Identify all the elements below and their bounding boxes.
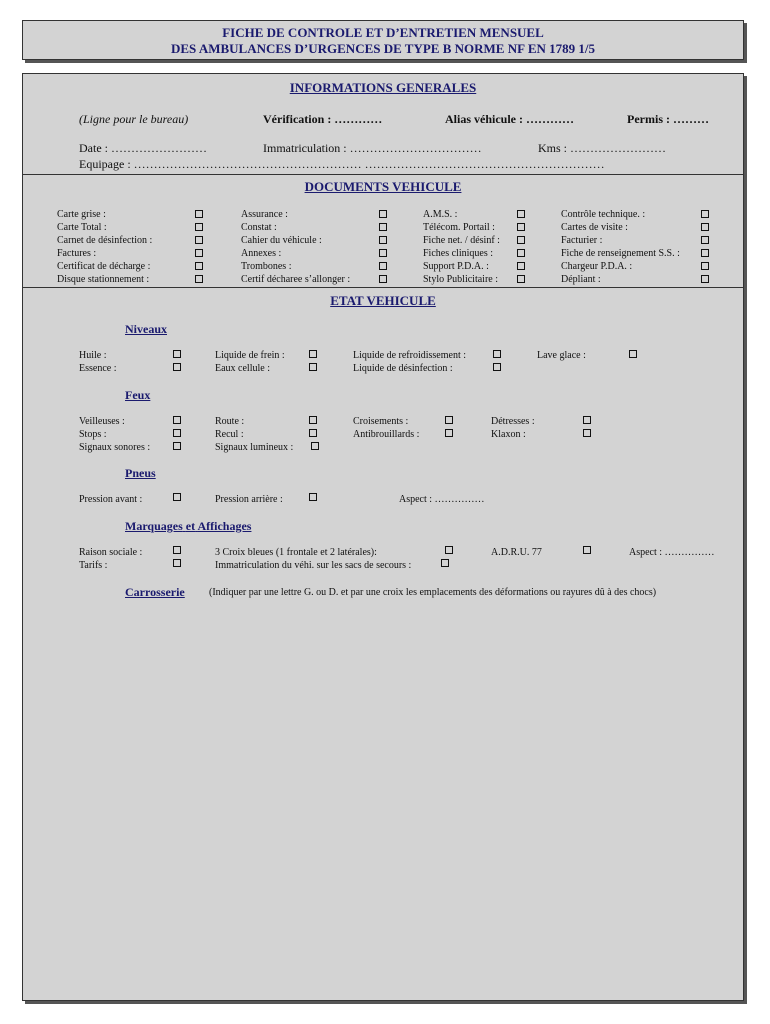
checkbox[interactable] [517, 262, 525, 270]
subsection-niveaux: Niveaux [125, 322, 167, 336]
checkbox[interactable] [173, 493, 181, 501]
doc-label: Carnet de désinfection : [57, 235, 153, 246]
checkbox[interactable] [517, 210, 525, 218]
marquages-aspect-field[interactable]: Aspect : …………… [629, 547, 715, 558]
date-field[interactable]: Date : …………………… [79, 141, 207, 155]
checkbox[interactable] [701, 249, 709, 257]
doc-label: A.M.S. : [423, 209, 458, 220]
carrosserie-note: (Indiquer par une lettre G. ou D. et par une croix les emplacements des déformations ou rayures dû à des chocs) [209, 587, 657, 598]
checkbox[interactable] [701, 223, 709, 231]
doc-label: Trombones : [241, 261, 292, 272]
checkbox[interactable] [517, 236, 525, 244]
checkbox[interactable] [379, 262, 387, 270]
office-line-label: (Ligne pour le bureau) [79, 112, 189, 126]
marquages-label: Tarifs : [79, 560, 108, 571]
niveaux-label: Liquide de désinfection : [353, 363, 453, 374]
subsection-carrosserie: Carrosserie [125, 585, 185, 599]
doc-label: Télécom. Portail : [423, 222, 495, 233]
doc-label: Fiche net. / désinf : [423, 235, 500, 246]
checkbox[interactable] [173, 429, 181, 437]
checkbox[interactable] [517, 275, 525, 283]
pneus-label: Pression arrière : [215, 494, 283, 505]
feux-label: Route : [215, 416, 245, 427]
checkbox[interactable] [309, 493, 317, 501]
checkbox[interactable] [195, 275, 203, 283]
verification-field[interactable]: Vérification : ………… [263, 112, 383, 126]
checkbox[interactable] [701, 275, 709, 283]
checkbox[interactable] [379, 223, 387, 231]
doc-label: Dépliant : [561, 274, 601, 285]
niveaux-label: Huile : [79, 350, 107, 361]
checkbox[interactable] [379, 236, 387, 244]
doc-label: Certif décharee s’allonger : [241, 274, 351, 285]
feux-label: Détresses : [491, 416, 535, 427]
doc-label: Constat : [241, 222, 277, 233]
doc-label: Assurance : [241, 209, 288, 220]
checkbox[interactable] [173, 363, 181, 371]
registration-field[interactable]: Immatriculation : …………………………… [263, 141, 482, 155]
niveaux-label: Eaux cellule : [215, 363, 270, 374]
carrosserie-drawing-area[interactable] [43, 604, 723, 984]
checkbox[interactable] [701, 262, 709, 270]
form-header [22, 20, 744, 60]
checkbox[interactable] [311, 442, 319, 450]
checkbox[interactable] [309, 350, 317, 358]
subsection-feux: Feux [125, 388, 151, 402]
doc-label: Disque stationnement : [57, 274, 150, 285]
checkbox[interactable] [629, 350, 637, 358]
checkbox[interactable] [309, 416, 317, 424]
feux-label: Stops : [79, 429, 107, 440]
crew-field[interactable]: Equipage : ………………………………………………… …………………………………………………… [79, 157, 605, 171]
divider [23, 174, 743, 175]
checkbox[interactable] [195, 236, 203, 244]
section-title-informations: INFORMATIONS GENERALES [289, 80, 477, 95]
marquages-label: 3 Croix bleues (1 frontale et 2 latérales): [215, 547, 377, 558]
checkbox[interactable] [583, 546, 591, 554]
marquages-label: Immatriculation du véhi. sur les sacs de secours : [215, 560, 412, 571]
checkbox[interactable] [493, 363, 501, 371]
doc-label: Chargeur P.D.A. : [561, 261, 633, 272]
marquages-label: Raison sociale : [79, 547, 143, 558]
checkbox[interactable] [445, 416, 453, 424]
checkbox[interactable] [517, 249, 525, 257]
niveaux-label: Essence : [79, 363, 117, 374]
checkbox[interactable] [309, 363, 317, 371]
checkbox[interactable] [379, 210, 387, 218]
doc-label: Facturier : [561, 235, 603, 246]
checkbox[interactable] [583, 429, 591, 437]
feux-label: Recul : [215, 429, 244, 440]
subsection-pneus: Pneus [125, 466, 156, 480]
marquages-title: Marquages [125, 519, 183, 533]
feux-label: Croisements : [353, 416, 409, 427]
checkbox[interactable] [195, 210, 203, 218]
checkbox[interactable] [195, 249, 203, 257]
checkbox[interactable] [441, 559, 449, 567]
subsection-marquages [125, 519, 251, 534]
vehicle-alias-field[interactable]: Alias véhicule : ………… [445, 112, 574, 126]
niveaux-label: Liquide de frein : [215, 350, 285, 361]
doc-label: Carte Total : [57, 222, 107, 233]
doc-label: Cahier du véhicule : [241, 235, 322, 246]
divider [23, 287, 743, 288]
section-title-etat: ETAT VEHICULE [330, 293, 436, 308]
checkbox[interactable] [701, 210, 709, 218]
feux-label: Signaux lumineux : [215, 442, 294, 453]
checkbox[interactable] [173, 442, 181, 450]
checkbox[interactable] [445, 546, 453, 554]
doc-label: Fiche de renseignement S.S. : [561, 248, 680, 259]
checkbox[interactable] [173, 416, 181, 424]
feux-label: Antibrouillards : [353, 429, 420, 440]
checkbox[interactable] [583, 416, 591, 424]
feux-label: Veilleuses : [79, 416, 125, 427]
checkbox[interactable] [379, 275, 387, 283]
kms-field[interactable]: Kms : …………………… [538, 141, 667, 155]
checkbox[interactable] [445, 429, 453, 437]
checkbox[interactable] [309, 429, 317, 437]
checkbox[interactable] [517, 223, 525, 231]
doc-label: Stylo Publicitaire : [423, 274, 498, 285]
affichages-title: Affichages [197, 519, 252, 533]
doc-label: Annexes : [241, 248, 282, 259]
header-title-line2: DES AMBULANCES D’URGENCES DE TYPE B NORME NF EN 1789 1/5 [171, 41, 595, 56]
checkbox[interactable] [195, 223, 203, 231]
checkbox[interactable] [493, 350, 501, 358]
doc-label: Carte grise : [57, 209, 106, 220]
marquages-et: et [185, 519, 196, 533]
niveaux-label: Lave glace : [537, 350, 586, 361]
header-title-line1: FICHE DE CONTROLE ET D’ENTRETIEN MENSUEL [222, 25, 544, 40]
checkbox[interactable] [173, 350, 181, 358]
marquages-label: A.D.R.U. 77 [491, 547, 542, 558]
feux-label: Signaux sonores : [79, 442, 151, 453]
permit-field[interactable]: Permis : ……… [627, 112, 709, 126]
section-title-documents: DOCUMENTS VEHICULE [304, 179, 462, 194]
pneus-label: Pression avant : [79, 494, 143, 505]
doc-label: Support P.D.A. : [423, 261, 489, 272]
checkbox[interactable] [173, 546, 181, 554]
checkbox[interactable] [701, 236, 709, 244]
niveaux-label: Liquide de refroidissement : [353, 350, 467, 361]
feux-label: Klaxon : [491, 429, 526, 440]
doc-label: Cartes de visite : [561, 222, 628, 233]
doc-label: Fiches cliniques : [423, 248, 493, 259]
checkbox[interactable] [195, 262, 203, 270]
pneus-aspect-field[interactable]: Aspect : …………… [399, 494, 485, 505]
doc-label: Factures : [57, 248, 97, 259]
form-body [22, 73, 744, 1001]
checkbox[interactable] [379, 249, 387, 257]
doc-label: Certificat de décharge : [57, 261, 151, 272]
checkbox[interactable] [173, 559, 181, 567]
doc-label: Contrôle technique. : [561, 209, 646, 220]
